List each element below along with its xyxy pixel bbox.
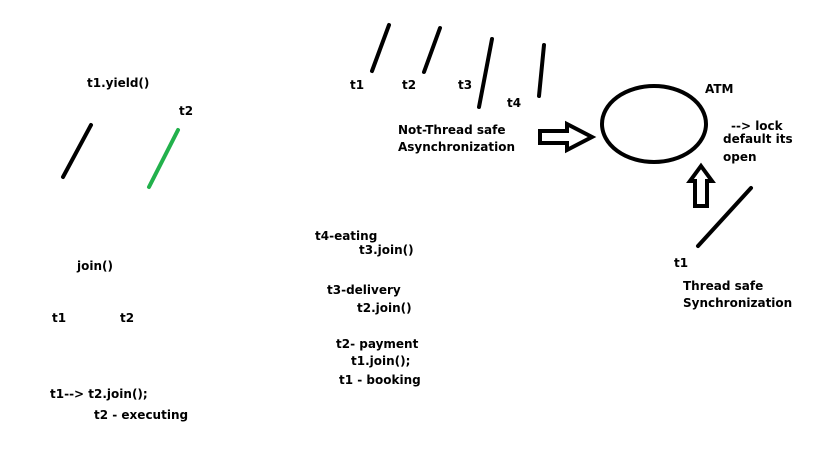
thread-t2-label: t2	[402, 78, 417, 92]
seq-t2-join: t2.join()	[357, 301, 412, 315]
t1-thread-stroke	[63, 125, 91, 177]
atm-label: ATM	[705, 82, 734, 96]
seq-t3-join: t3.join()	[359, 243, 414, 257]
thread-t4-label: t4	[507, 96, 522, 110]
up-arrow-shape	[690, 166, 712, 206]
join-call-label: t1--> t2.join();	[50, 387, 148, 401]
safe-t1-label: t1	[674, 256, 689, 270]
join-title-label: join()	[77, 259, 113, 273]
thread-t4-stroke	[539, 45, 544, 96]
default-open-label-1: default its	[723, 132, 793, 146]
seq-t1-booking: t1 - booking	[339, 373, 421, 387]
yield-t2-label: t2	[179, 104, 194, 118]
thread-t1-stroke	[372, 25, 389, 71]
thread-safe-label: Thread safe	[683, 279, 764, 293]
synchronization-label: Synchronization	[683, 296, 793, 310]
join-exec-label: t2 - executing	[94, 408, 189, 422]
not-thread-safe-label: Not-Thread safe	[398, 123, 506, 137]
seq-t4-eating: t4-eating	[315, 229, 378, 243]
yield-call-label: t1.yield()	[87, 76, 150, 90]
seq-t3-delivery: t3-delivery	[327, 283, 401, 297]
default-open-label-2: open	[723, 150, 757, 164]
t2-thread-stroke-green	[149, 130, 178, 187]
join-t2-label: t2	[120, 311, 135, 325]
lock-label: --> lock	[731, 119, 783, 133]
join-t1-label: t1	[52, 311, 67, 325]
right-arrow-shape	[540, 124, 592, 150]
thread-t2-stroke	[424, 28, 440, 72]
thread-t3-stroke	[479, 39, 492, 107]
atm-circle	[602, 86, 706, 162]
thread-t1-label: t1	[350, 78, 365, 92]
seq-t2-payment: t2- payment	[336, 337, 419, 351]
thread-t3-label: t3	[458, 78, 473, 92]
seq-t1-join: t1.join();	[351, 354, 411, 368]
asynchronization-label: Asynchronization	[398, 140, 515, 154]
